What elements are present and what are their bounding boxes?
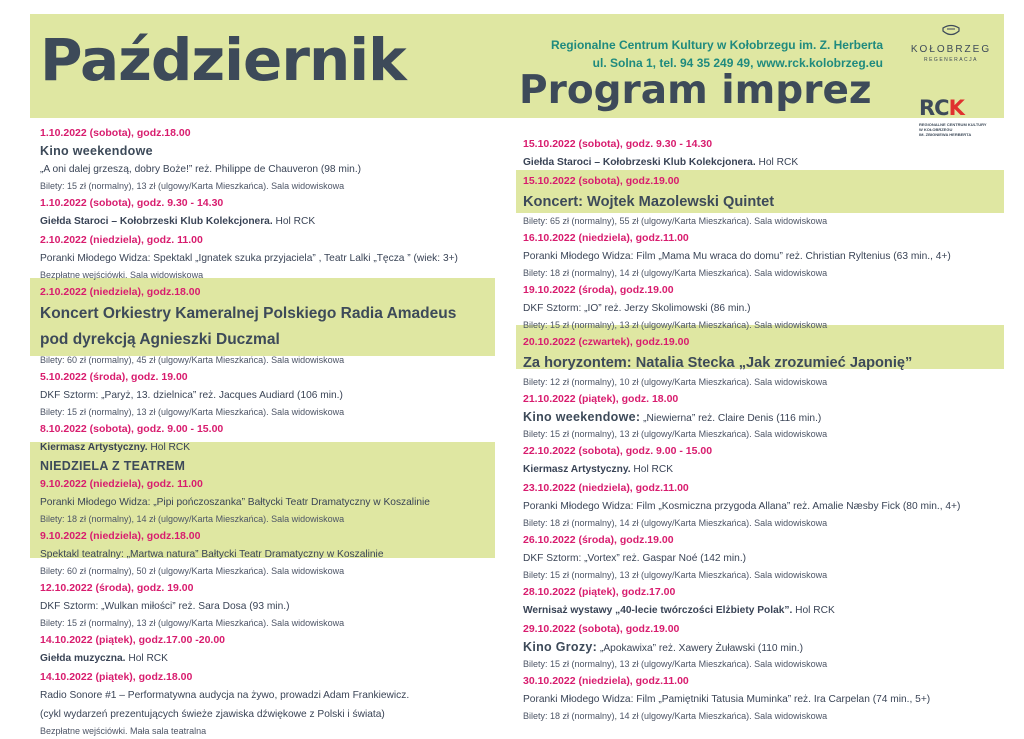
kolobrzeg-logo	[896, 24, 1006, 64]
event-price: Bilety: 60 zł (normalny), 45 zł (ulgowy/Karta Mieszkańca). Sala widowiskowa	[40, 355, 345, 365]
event-date: 2.10.2022 (niedziela), godz. 11.00	[40, 234, 203, 246]
event-date: 2.10.2022 (niedziela), godz.18.00	[40, 286, 201, 298]
event-date: 15.10.2022 (sobota), godz.19.00	[523, 175, 680, 187]
event-date: 9.10.2022 (niedziela), godz. 11.00	[40, 478, 203, 490]
event-title: Poranki Młodego Widza: Film „Pamiętniki Tatusia Muminka” reż. Ira Carpelan (74 min., 5+)	[523, 694, 931, 705]
event-price: Bezpłatne wejściówki. Sala widowiskowa	[40, 270, 204, 280]
event-date: 23.10.2022 (niedziela), godz.11.00	[523, 482, 689, 494]
kolobrzeg-logo-sub: REGENERACJA	[923, 57, 978, 63]
event-heading: Kino weekendowe	[40, 144, 153, 158]
event-title: „A oni dalej grzeszą, dobry Boże!” reż. Philippe de Chauveron (98 min.)	[40, 164, 362, 175]
event-date: 16.10.2022 (niedziela), godz.11.00	[523, 232, 689, 244]
rck-tagline: REGIONALNE CENTRUM KULTURY W KOŁOBRZEGU IM. ZBIGNIEWA HERBERTA	[919, 122, 987, 137]
program-title: Program imprez	[519, 68, 872, 113]
month-title: Październik	[40, 26, 406, 94]
rck-logo	[919, 96, 1014, 137]
organizer-address: ul. Solna 1, tel. 94 35 249 49, www.rck.kolobrzeg.eu	[592, 56, 883, 70]
event-price: Bilety: 18 zł (normalny), 14 zł (ulgowy/Karta Mieszkańca). Sala widowiskowa	[40, 514, 345, 524]
event-title: DKF Sztorm: „Wulkan miłości” reż. Sara Dosa (93 min.)	[40, 601, 290, 612]
left-column	[40, 124, 510, 739]
event-title: DKF Sztorm: „IO” reż. Jerzy Skolimowski (86 min.)	[523, 303, 751, 314]
event-title: Poranki Młodego Widza: Film „Mama Mu wraca do domu” reż. Christian Ryltenius (63 min., 4+)	[523, 251, 951, 262]
event-date: 12.10.2022 (środa), godz. 19.00	[40, 582, 194, 594]
event-price: Bilety: 15 zł (normalny), 13 zł (ulgowy/Karta Mieszkańca). Sala widowiskowa	[523, 659, 828, 669]
event-title: Giełda Staroci – Kołobrzeski Klub Kolekcjonera. Hol RCK	[523, 157, 799, 168]
event-headline: Za horyzontem: Natalia Stecka „Jak zrozumieć Japonię”	[523, 355, 913, 371]
event-subtitle: (cykl wydarzeń prezentujących świeże zjawiska dźwiękowe z Polski i świata)	[40, 709, 385, 720]
event-title: Kiermasz Artystyczny. Hol RCK	[523, 464, 674, 475]
section-heading: NIEDZIELA Z TEATREM	[40, 459, 186, 473]
event-price: Bilety: 15 zł (normalny), 13 zł (ulgowy/Karta Mieszkańca). Sala widowiskowa	[40, 618, 345, 628]
event-price: Bilety: 18 zł (normalny), 14 zł (ulgowy/Karta Mieszkańca). Sala widowiskowa	[523, 518, 828, 528]
event-date: 29.10.2022 (sobota), godz.19.00	[523, 623, 680, 635]
event-title: Kino weekendowe: „Niewierna” reż. Claire Denis (116 min.)	[523, 410, 822, 424]
event-date: 26.10.2022 (środa), godz.19.00	[523, 534, 674, 546]
event-price: Bilety: 18 zł (normalny), 14 zł (ulgowy/Karta Mieszkańca). Sala widowiskowa	[523, 268, 828, 278]
event-date: 20.10.2022 (czwartek), godz.19.00	[523, 336, 690, 348]
event-date: 14.10.2022 (piątek), godz.18.00	[40, 671, 193, 683]
event-title: Poranki Młodego Widza: Spektakl „Ignatek szuka przyjaciela” , Teatr Lalki „Tęcza ” (wiek: 3+)	[40, 253, 458, 264]
event-date: 14.10.2022 (piątek), godz.17.00 -20.00	[40, 634, 226, 646]
kolobrzeg-logo-name: KOŁOBRZEG	[910, 44, 992, 55]
right-column	[523, 135, 1001, 724]
crest-icon	[942, 24, 960, 38]
event-price: Bilety: 15 zł (normalny), 13 zł (ulgowy/Karta Mieszkańca). Sala widowiskowa	[523, 570, 828, 580]
event-date: 1.10.2022 (sobota), godz.18.00	[40, 127, 191, 139]
event-date: 5.10.2022 (środa), godz. 19.00	[40, 371, 188, 383]
event-title: Giełda muzyczna. Hol RCK	[40, 653, 168, 664]
event-price: Bilety: 15 zł (normalny), 13 zł (ulgowy/Karta Mieszkańca). Sala widowiskowa	[523, 429, 828, 439]
event-title: Spektakl teatralny: „Martwa natura” Bałtycki Teatr Dramatyczny w Koszalinie	[40, 549, 384, 560]
event-price: Bilety: 65 zł (normalny), 55 zł (ulgowy/Karta Mieszkańca). Sala widowiskowa	[523, 216, 828, 226]
event-price: Bilety: 18 zł (normalny), 14 zł (ulgowy/Karta Mieszkańca). Sala widowiskowa	[523, 711, 828, 721]
event-title: Poranki Młodego Widza: Film „Kosmiczna przygoda Allana” reż. Amalie Næsby Fick (80 min., 4+)	[523, 501, 961, 512]
event-date: 21.10.2022 (piątek), godz. 18.00	[523, 393, 679, 405]
event-headline: Koncert: Wojtek Mazolewski Quintet	[523, 194, 775, 210]
event-title: Giełda Staroci – Kołobrzeski Klub Kolekcjonera. Hol RCK	[40, 216, 316, 227]
event-price: Bilety: 15 zł (normalny), 13 zł (ulgowy/Karta Mieszkańca). Sala widowiskowa	[40, 407, 345, 417]
event-title: Wernisaż wystawy „40-lecie twórczości Elżbiety Polak”. Hol RCK	[523, 605, 835, 616]
event-date: 8.10.2022 (sobota), godz. 9.00 - 15.00	[40, 423, 224, 435]
event-price: Bilety: 60 zł (normalny), 50 zł (ulgowy/Karta Mieszkańca). Sala widowiskowa	[40, 566, 345, 576]
event-price: Bilety: 15 zł (normalny), 13 zł (ulgowy/Karta Mieszkańca). Sala widowiskowa	[40, 181, 345, 191]
event-date: 15.10.2022 (sobota), godz. 9.30 - 14.30	[523, 138, 713, 150]
event-title: DKF Sztorm: „Paryż, 13. dzielnica” reż. Jacques Audiard (106 min.)	[40, 390, 343, 401]
event-date: 19.10.2022 (środa), godz.19.00	[523, 284, 674, 296]
event-headline: pod dyrekcją Agnieszki Duczmal	[40, 331, 280, 348]
event-date: 30.10.2022 (niedziela), godz.11.00	[523, 675, 689, 687]
event-title: DKF Sztorm: „Vortex” reż. Gaspar Noé (142 min.)	[523, 553, 747, 564]
event-date: 22.10.2022 (sobota), godz. 9.00 - 15.00	[523, 445, 713, 457]
event-title: Kino Grozy: „Apokawixa” reż. Xawery Żuławski (110 min.)	[523, 640, 804, 654]
event-price: Bilety: 15 zł (normalny), 13 zł (ulgowy/Karta Mieszkańca). Sala widowiskowa	[523, 320, 828, 330]
event-date: 9.10.2022 (niedziela), godz.18.00	[40, 530, 201, 542]
event-date: 28.10.2022 (piątek), godz.17.00	[523, 586, 676, 598]
event-price: Bilety: 12 zł (normalny), 10 zł (ulgowy/Karta Mieszkańca). Sala widowiskowa	[523, 377, 828, 387]
organizer-name: Regionalne Centrum Kultury w Kołobrzegu im. Z. Herberta	[550, 38, 883, 52]
event-title: Radio Sonore #1 – Performatywna audycja na żywo, prowadzi Adam Frankiewicz.	[40, 690, 410, 701]
event-date: 1.10.2022 (sobota), godz. 9.30 - 14.30	[40, 197, 224, 209]
event-headline: Koncert Orkiestry Kameralnej Polskiego Radia Amadeus	[40, 305, 457, 322]
event-title: Kiermasz Artystyczny. Hol RCK	[40, 442, 191, 453]
event-title: Poranki Młodego Widza: „Pipi pończoszanka” Bałtycki Teatr Dramatyczny w Koszalinie	[40, 497, 430, 508]
rck-logo-mark: RCK	[919, 96, 964, 120]
event-price: Bezpłatne wejściówki. Mała sala teatralna	[40, 726, 207, 736]
